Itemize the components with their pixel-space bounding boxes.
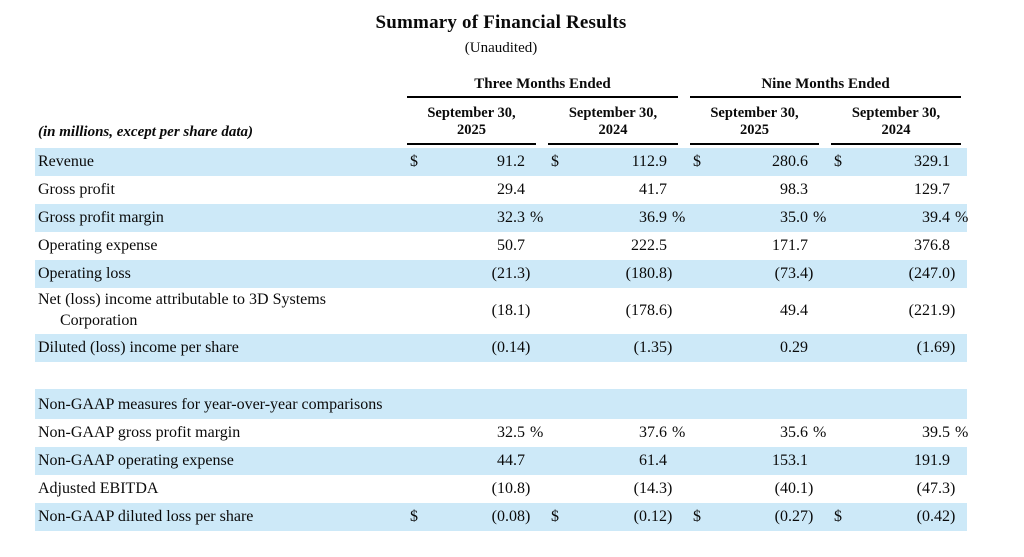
group-header-spacer (35, 76, 401, 98)
spacer-row (35, 362, 967, 389)
value-cell (401, 260, 542, 288)
value-number: 222.5 (631, 237, 667, 255)
value-number: (47.3 (916, 480, 950, 498)
value-cell (684, 204, 825, 232)
percent-suffix: % (813, 424, 827, 442)
value-number: 32.5 (497, 424, 525, 442)
table-row (35, 232, 967, 260)
col-header-line2: 2025 (740, 122, 769, 139)
value-cell (825, 260, 967, 288)
value-suffix: ) (667, 265, 673, 283)
value-number: 37.6 (639, 424, 667, 442)
value-suffix: ) (667, 339, 673, 357)
value-suffix: ) (525, 265, 531, 283)
value-cell (401, 503, 542, 531)
value-number: 50.7 (497, 237, 525, 255)
row-label-line1: Gross profit margin (38, 208, 164, 226)
col-header-3m-2024 (548, 102, 678, 145)
row-label-line1: Diluted (loss) income per share (38, 338, 239, 356)
value-cell (684, 232, 825, 260)
row-label-line1: Gross profit (38, 180, 115, 198)
row-label-line1: Non-GAAP operating expense (38, 451, 234, 469)
percent-suffix: % (955, 209, 969, 227)
value-cell (401, 334, 542, 362)
table-row (35, 288, 967, 334)
col-header-line2: 2025 (457, 122, 486, 139)
table-content (35, 0, 967, 531)
value-number: (73.4 (774, 265, 808, 283)
row-label (35, 180, 401, 201)
percent-suffix: % (672, 424, 686, 442)
row-label (35, 290, 401, 332)
value-cell (401, 176, 542, 204)
percent-suffix: % (530, 424, 544, 442)
col-group-nine-months: Nine Months Ended (690, 76, 961, 98)
percent-suffix: % (672, 209, 686, 227)
value-number: (14.3 (633, 480, 667, 498)
percent-suffix: % (955, 424, 969, 442)
row-label-line1: Revenue (38, 152, 94, 170)
table-row (35, 176, 967, 204)
value-cell (825, 334, 967, 362)
value-cell (401, 419, 542, 447)
value-suffix: ) (950, 265, 956, 283)
row-label-line1: Non-GAAP gross profit margin (38, 423, 241, 441)
page-title: Summary of Financial Results (375, 12, 627, 33)
row-label-line1: Net (loss) income attributable to 3D Systems (38, 291, 326, 309)
value-cell (401, 204, 542, 232)
value-number: 129.7 (914, 181, 950, 199)
value-cell (825, 475, 967, 503)
value-number: 29.4 (497, 181, 525, 199)
value-suffix: ) (808, 508, 814, 526)
value-number: (0.42 (916, 508, 950, 526)
value-number: (18.1 (491, 302, 525, 320)
value-suffix: ) (808, 265, 814, 283)
row-label-line2: Corporation (60, 312, 138, 330)
value-number: (40.1 (774, 480, 808, 498)
dollar-prefix: $ (834, 153, 842, 171)
row-label-line1: Operating expense (38, 236, 158, 254)
section-header-label: Non-GAAP measures for year-over-year comparisons (38, 396, 383, 414)
value-cell (401, 447, 542, 475)
value-number: 35.6 (780, 424, 808, 442)
value-cell (542, 288, 684, 334)
table-row (35, 503, 967, 531)
value-cell (825, 288, 967, 334)
col-header-line1: September 30, (710, 105, 799, 121)
row-label (35, 423, 401, 444)
row-label-header: (in millions, except per share data) (38, 124, 253, 141)
value-cell (825, 232, 967, 260)
value-number: 39.5 (922, 424, 950, 442)
value-cell (542, 148, 684, 176)
value-number: (21.3 (491, 265, 525, 283)
value-number: 35.0 (780, 209, 808, 227)
value-cell (542, 447, 684, 475)
section-header-row (35, 389, 967, 419)
value-suffix: ) (950, 508, 956, 526)
col-header-line1: September 30, (568, 105, 658, 121)
value-number: 32.3 (497, 209, 525, 227)
value-cell (684, 447, 825, 475)
table-row (35, 419, 967, 447)
value-cell (825, 419, 967, 447)
table-row (35, 260, 967, 288)
col-header-3m-2025 (407, 102, 536, 145)
value-cell (825, 148, 967, 176)
value-number: 0.29 (780, 339, 808, 357)
dollar-prefix: $ (410, 508, 418, 526)
value-number: 41.7 (639, 181, 667, 199)
value-number: 39.4 (922, 209, 950, 227)
value-suffix: ) (525, 302, 531, 320)
value-cell (542, 475, 684, 503)
value-cell (401, 232, 542, 260)
value-number: 112.9 (631, 153, 667, 171)
value-number: 44.7 (497, 452, 525, 470)
value-cell (401, 475, 542, 503)
col-header-line2: 2024 (598, 122, 628, 139)
column-header-row (35, 102, 967, 145)
value-cell (684, 419, 825, 447)
dollar-prefix: $ (834, 508, 842, 526)
row-label (35, 451, 401, 472)
value-suffix: ) (950, 339, 956, 357)
value-cell (542, 204, 684, 232)
col-header-line1: September 30, (851, 105, 941, 121)
value-number: (10.8 (491, 480, 525, 498)
table-row (35, 204, 967, 232)
value-cell (542, 419, 684, 447)
value-number: 98.3 (780, 181, 808, 199)
row-label (35, 507, 401, 528)
table-rows (35, 148, 967, 531)
col-header-line1: September 30, (427, 105, 516, 121)
value-number: 191.9 (914, 452, 950, 470)
value-number: (0.08 (491, 508, 525, 526)
value-cell (684, 176, 825, 204)
value-cell (542, 334, 684, 362)
table-row (35, 148, 967, 176)
value-number: (0.12 (633, 508, 667, 526)
value-number: (180.8 (625, 265, 667, 283)
value-number: 153.1 (772, 452, 808, 470)
row-label-line1: Operating loss (38, 264, 131, 282)
value-cell (684, 334, 825, 362)
value-number: (0.14 (491, 339, 525, 357)
dollar-prefix: $ (693, 508, 701, 526)
value-cell (684, 503, 825, 531)
col-group-three-months: Three Months Ended (407, 76, 678, 98)
value-cell (684, 260, 825, 288)
dollar-prefix: $ (693, 153, 701, 171)
value-suffix: ) (950, 480, 956, 498)
value-suffix: ) (667, 508, 673, 526)
value-cell (825, 176, 967, 204)
value-number: (1.35 (633, 339, 667, 357)
value-cell (542, 503, 684, 531)
table-row (35, 475, 967, 503)
value-cell (542, 232, 684, 260)
value-cell (401, 148, 542, 176)
value-cell (542, 260, 684, 288)
value-number: (221.9 (908, 302, 950, 320)
value-cell (542, 176, 684, 204)
percent-suffix: % (813, 209, 827, 227)
col-header-line2: 2024 (881, 122, 911, 139)
value-suffix: ) (950, 302, 956, 320)
col-header-9m-2025 (690, 102, 819, 145)
dollar-prefix: $ (551, 153, 559, 171)
value-suffix: ) (808, 480, 814, 498)
row-label (35, 479, 401, 500)
value-suffix: ) (525, 339, 531, 357)
value-number: (0.27 (774, 508, 808, 526)
value-number: 36.9 (639, 209, 667, 227)
row-label-line1: Non-GAAP diluted loss per share (38, 507, 254, 525)
column-group-header-row (35, 76, 967, 98)
value-suffix: ) (667, 302, 673, 320)
value-cell (825, 447, 967, 475)
value-cell (684, 475, 825, 503)
value-number: (1.69 (916, 339, 950, 357)
value-number: 376.8 (914, 237, 950, 255)
value-number: 329.1 (914, 153, 950, 171)
row-label (35, 338, 401, 359)
value-cell (684, 288, 825, 334)
value-suffix: ) (525, 480, 531, 498)
value-number: 61.4 (639, 452, 667, 470)
value-suffix: ) (667, 480, 673, 498)
value-number: 49.4 (780, 302, 808, 320)
value-cell (825, 204, 967, 232)
value-number: 280.6 (772, 153, 808, 171)
page-subtitle: (Unaudited) (464, 40, 538, 56)
table-row (35, 447, 967, 475)
row-label (35, 208, 401, 229)
col-header-9m-2024 (831, 102, 961, 145)
value-cell (401, 288, 542, 334)
row-label (35, 152, 401, 173)
value-number: (178.6 (625, 302, 667, 320)
value-suffix: ) (525, 508, 531, 526)
dollar-prefix: $ (551, 508, 559, 526)
row-label (35, 264, 401, 285)
value-number: (247.0 (908, 265, 950, 283)
percent-suffix: % (530, 209, 544, 227)
row-label (35, 236, 401, 257)
value-cell (825, 503, 967, 531)
value-number: 91.2 (497, 153, 525, 171)
table-row (35, 334, 967, 362)
value-number: 171.7 (772, 237, 808, 255)
row-label-line1: Adjusted EBITDA (38, 479, 159, 497)
value-cell (684, 148, 825, 176)
dollar-prefix: $ (410, 153, 418, 171)
